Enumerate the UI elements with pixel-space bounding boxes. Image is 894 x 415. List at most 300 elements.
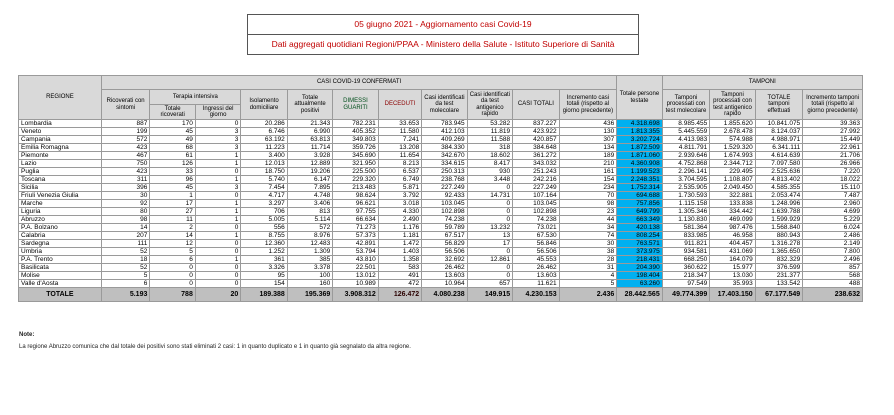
region-cell: Calabria xyxy=(19,232,102,240)
value-cell: 361.272 xyxy=(513,152,559,160)
region-cell: Valle d'Aosta xyxy=(19,280,102,288)
region-cell: P.A. Trento xyxy=(19,256,102,264)
value-cell: 67.517 xyxy=(422,232,467,240)
region-cell: Lazio xyxy=(19,160,102,168)
value-cell: 92.433 xyxy=(422,192,467,200)
region-cell: Molise xyxy=(19,272,102,280)
value-cell: 7.241 xyxy=(378,136,421,144)
value-cell: 4.699 xyxy=(803,208,863,216)
value-cell: 98 xyxy=(101,216,150,224)
value-cell: 45 xyxy=(150,184,195,192)
value-cell: 57.373 xyxy=(333,232,378,240)
value-cell: 0 xyxy=(195,224,240,232)
value-cell: 423 xyxy=(101,144,150,152)
value-cell: 0 xyxy=(150,264,195,272)
value-cell: 782.231 xyxy=(333,120,378,128)
value-cell: 373.975 xyxy=(617,248,662,256)
value-cell: 74.238 xyxy=(513,216,559,224)
value-cell: 63.813 xyxy=(287,136,332,144)
value-cell: 71.273 xyxy=(333,224,378,232)
value-cell: 396 xyxy=(101,184,150,192)
value-cell: 2.049.450 xyxy=(710,184,755,192)
value-cell: 97.755 xyxy=(333,208,378,216)
value-cell: 26.966 xyxy=(803,160,863,168)
region-cell: Emilia Romagna xyxy=(19,144,102,152)
value-cell: 556 xyxy=(241,224,287,232)
value-cell: 13.603 xyxy=(422,272,467,280)
value-cell: 472 xyxy=(378,280,421,288)
value-cell: 26.462 xyxy=(422,264,467,272)
value-cell: 210 xyxy=(559,160,617,168)
value-cell: 1.872.509 xyxy=(617,144,662,152)
value-cell: 657 xyxy=(467,280,512,288)
value-cell: 13.208 xyxy=(378,144,421,152)
totals-value-cell: 4.230.153 xyxy=(513,288,559,302)
table-row xyxy=(19,160,863,168)
value-cell: 56.829 xyxy=(422,240,467,248)
value-cell: 100 xyxy=(287,272,332,280)
value-cell: 0 xyxy=(467,248,512,256)
value-cell: 757.856 xyxy=(617,200,662,208)
value-cell: 19.206 xyxy=(287,168,332,176)
value-cell: 345.690 xyxy=(333,152,378,160)
totals-value-cell: 5.193 xyxy=(101,288,150,302)
value-cell: 4.988.971 xyxy=(755,136,803,144)
value-cell: 8.985.455 xyxy=(662,120,710,128)
value-cell: 0 xyxy=(195,272,240,280)
value-cell: 8.124.037 xyxy=(755,128,803,136)
value-cell: 68 xyxy=(150,144,195,152)
value-cell: 574.988 xyxy=(710,136,755,144)
table-row xyxy=(19,128,863,136)
value-cell: 0 xyxy=(467,184,512,192)
value-cell: 7.220 xyxy=(803,168,863,176)
value-cell: 96 xyxy=(150,176,195,184)
value-cell: 334.615 xyxy=(422,160,467,168)
table-row xyxy=(19,144,863,152)
value-cell: 12 xyxy=(150,240,195,248)
value-cell: 911.821 xyxy=(662,240,710,248)
value-cell: 1.199.523 xyxy=(617,168,662,176)
value-cell: 1 xyxy=(195,152,240,160)
value-cell: 10.841.075 xyxy=(755,120,803,128)
value-cell: 198.404 xyxy=(617,272,662,280)
value-cell: 33 xyxy=(150,168,195,176)
value-cell: 572 xyxy=(287,224,332,232)
value-cell: 6.537 xyxy=(378,168,421,176)
value-cell: 12.889 xyxy=(287,160,332,168)
value-cell: 15.449 xyxy=(803,136,863,144)
region-cell: Sardegna xyxy=(19,240,102,248)
value-cell: 63.260 xyxy=(617,280,662,288)
value-cell: 15.977 xyxy=(710,264,755,272)
value-cell: 1.316.278 xyxy=(755,240,803,248)
value-cell: 1.248.996 xyxy=(755,200,803,208)
value-cell: 44 xyxy=(559,216,617,224)
value-cell: 21.343 xyxy=(287,120,332,128)
value-cell: 160 xyxy=(287,280,332,288)
value-cell: 56.846 xyxy=(513,240,559,248)
value-cell: 26.462 xyxy=(513,264,559,272)
value-cell: 59.789 xyxy=(422,224,467,232)
value-cell: 8.755 xyxy=(241,232,287,240)
value-cell: 4.318.698 xyxy=(617,120,662,128)
value-cell: 225.500 xyxy=(333,168,378,176)
col-header-dimessi-guariti: DIMESSI GUARITI xyxy=(333,90,378,120)
totals-value-cell: 126.472 xyxy=(378,288,421,302)
region-cell: Veneto xyxy=(19,128,102,136)
band-casi-confermati: CASI COVID-19 CONFERMATI xyxy=(101,76,616,90)
value-cell: 4.717 xyxy=(241,192,287,200)
value-cell: 227.249 xyxy=(513,184,559,192)
value-cell: 8.976 xyxy=(287,232,332,240)
value-cell: 204.390 xyxy=(617,264,662,272)
value-cell: 384.330 xyxy=(422,144,467,152)
table-row xyxy=(19,200,863,208)
value-cell: 4.330 xyxy=(378,208,421,216)
value-cell: 1 xyxy=(195,208,240,216)
value-cell: 5 xyxy=(150,248,195,256)
covid-data-table-wrapper xyxy=(18,75,863,302)
value-cell: 12.861 xyxy=(467,256,512,264)
value-cell: 3.704.595 xyxy=(662,176,710,184)
value-cell: 1.115.158 xyxy=(662,200,710,208)
col-header-ti-totale: Totale ricoverati xyxy=(150,105,195,120)
col-header-casi-antigenico: Casi identificati da test antigenico rapido xyxy=(467,90,512,120)
value-cell: 2.960 xyxy=(803,200,863,208)
value-cell: 1.181 xyxy=(378,232,421,240)
value-cell: 311 xyxy=(101,176,150,184)
value-cell: 663.349 xyxy=(617,216,662,224)
value-cell: 2.053.474 xyxy=(755,192,803,200)
value-cell: 31 xyxy=(559,264,617,272)
value-cell: 491 xyxy=(378,272,421,280)
value-cell: 2.296.141 xyxy=(662,168,710,176)
value-cell: 52 xyxy=(101,248,150,256)
region-cell: Piemonte xyxy=(19,152,102,160)
value-cell: 154 xyxy=(241,280,287,288)
value-cell: 668.250 xyxy=(662,256,710,264)
value-cell: 583 xyxy=(378,264,421,272)
value-cell: 1.730.593 xyxy=(662,192,710,200)
value-cell: 126 xyxy=(150,160,195,168)
value-cell: 35.993 xyxy=(710,280,755,288)
value-cell: 404.457 xyxy=(710,240,755,248)
col-header-isolamento: Isolamento domiciliare xyxy=(241,90,287,120)
value-cell: 5 xyxy=(559,280,617,288)
value-cell: 1.305.346 xyxy=(662,208,710,216)
value-cell: 11.223 xyxy=(241,144,287,152)
col-header-ti-ingressi: Ingressi del giorno xyxy=(195,105,240,120)
value-cell: 56.506 xyxy=(422,248,467,256)
totals-value-cell: 49.774.399 xyxy=(662,288,710,302)
value-cell: 318 xyxy=(467,144,512,152)
value-cell: 63.192 xyxy=(241,136,287,144)
table-row xyxy=(19,120,863,128)
value-cell: 1.252 xyxy=(241,248,287,256)
value-cell: 412.103 xyxy=(422,128,467,136)
value-cell: 409.269 xyxy=(422,136,467,144)
value-cell: 3.297 xyxy=(241,200,287,208)
value-cell: 7.454 xyxy=(241,184,287,192)
value-cell: 96.621 xyxy=(333,200,378,208)
value-cell: 0 xyxy=(195,264,240,272)
value-cell: 18 xyxy=(101,256,150,264)
value-cell: 5.229 xyxy=(803,216,863,224)
value-cell: 4.811.791 xyxy=(662,144,710,152)
value-cell: 1 xyxy=(195,256,240,264)
report-title-line1: 05 giugno 2021 - Aggiornamento casi Covid-19 xyxy=(248,15,638,35)
value-cell: 7.800 xyxy=(803,248,863,256)
value-cell: 987.476 xyxy=(710,224,755,232)
table-row xyxy=(19,168,863,176)
value-cell: 10.989 xyxy=(333,280,378,288)
value-cell: 231.377 xyxy=(755,272,803,280)
totals-value-cell: 17.403.150 xyxy=(710,288,755,302)
col-header-tamponi-molecolare: Tamponi processati con test molecolare xyxy=(662,90,710,120)
value-cell: 33.653 xyxy=(378,120,421,128)
value-cell: 4.413.983 xyxy=(662,136,710,144)
value-cell: 30 xyxy=(101,192,150,200)
value-cell: 2.496 xyxy=(803,256,863,264)
value-cell: 4.614.639 xyxy=(755,152,803,160)
value-cell: 405.352 xyxy=(333,128,378,136)
notes-section xyxy=(19,332,411,350)
totals-value-cell: 4.080.238 xyxy=(422,288,467,302)
totals-value-cell: 67.177.549 xyxy=(755,288,803,302)
report-title-box xyxy=(247,14,639,55)
value-cell: 5.005 xyxy=(241,216,287,224)
value-cell: 2.525.636 xyxy=(755,168,803,176)
value-cell: 66.634 xyxy=(333,216,378,224)
value-cell: 3 xyxy=(195,136,240,144)
value-cell: 12.360 xyxy=(241,240,287,248)
value-cell: 49 xyxy=(150,136,195,144)
region-cell: Toscana xyxy=(19,176,102,184)
value-cell: 1 xyxy=(150,192,195,200)
totals-label: TOTALE xyxy=(19,288,102,302)
value-cell: 2.486 xyxy=(803,232,863,240)
value-cell: 218.431 xyxy=(617,256,662,264)
value-cell: 21.706 xyxy=(803,152,863,160)
value-cell: 2.678.478 xyxy=(710,128,755,136)
notes-heading: Note: xyxy=(19,332,35,338)
totals-row xyxy=(19,288,863,302)
value-cell: 13 xyxy=(467,232,512,240)
col-header-casi-molecolare: Casi identificati da test molecolare xyxy=(422,90,467,120)
value-cell: 10.964 xyxy=(422,280,467,288)
value-cell: 22.961 xyxy=(803,144,863,152)
value-cell: 213.483 xyxy=(333,184,378,192)
value-cell: 229.495 xyxy=(710,168,755,176)
value-cell: 334.442 xyxy=(710,208,755,216)
value-cell: 0 xyxy=(150,280,195,288)
totals-value-cell: 189.388 xyxy=(241,288,287,302)
value-cell: 857 xyxy=(803,264,863,272)
notes-text: La regione Abruzzo comunica che dal totale dei positivi sono stati eliminati 2 casi: 1 in quanto duplicato e 1 in quanto già segnalato da altra regione. xyxy=(19,344,411,350)
value-cell: 4.360.908 xyxy=(617,160,662,168)
value-cell: 431.069 xyxy=(710,248,755,256)
value-cell: 6 xyxy=(150,256,195,264)
value-cell: 2.535.905 xyxy=(662,184,710,192)
table-body xyxy=(19,120,863,288)
totals-value-cell: 195.369 xyxy=(287,288,332,302)
table-row xyxy=(19,224,863,232)
covid-data-table xyxy=(18,75,863,302)
value-cell: 39.363 xyxy=(803,120,863,128)
value-cell: 6.024 xyxy=(803,224,863,232)
region-cell: Marche xyxy=(19,200,102,208)
value-cell: 251.243 xyxy=(513,168,559,176)
value-cell: 1 xyxy=(195,176,240,184)
value-cell: 13.603 xyxy=(513,272,559,280)
region-cell: Liguria xyxy=(19,208,102,216)
table-row xyxy=(19,232,863,240)
value-cell: 1.639.788 xyxy=(755,208,803,216)
value-cell: 11.819 xyxy=(467,128,512,136)
value-cell: 11.654 xyxy=(378,152,421,160)
value-cell: 7.487 xyxy=(803,192,863,200)
totals-value-cell: 788 xyxy=(150,288,195,302)
value-cell: 581.364 xyxy=(662,224,710,232)
value-cell: 572 xyxy=(101,136,150,144)
value-cell: 234 xyxy=(559,184,617,192)
value-cell: 56.506 xyxy=(513,248,559,256)
value-cell: 3.326 xyxy=(241,264,287,272)
value-cell: 13.012 xyxy=(333,272,378,280)
value-cell: 1.674.993 xyxy=(710,152,755,160)
value-cell: 930 xyxy=(467,168,512,176)
value-cell: 52 xyxy=(101,264,150,272)
table-row xyxy=(19,192,863,200)
value-cell: 17 xyxy=(150,200,195,208)
value-cell: 130 xyxy=(559,128,617,136)
value-cell: 349.803 xyxy=(333,136,378,144)
value-cell: 1.403 xyxy=(378,248,421,256)
col-header-deceduti: DECEDUTI xyxy=(378,90,421,120)
value-cell: 467 xyxy=(101,152,150,160)
value-cell: 133.542 xyxy=(755,280,803,288)
value-cell: 11.580 xyxy=(378,128,421,136)
value-cell: 133.838 xyxy=(710,200,755,208)
value-cell: 8.417 xyxy=(467,160,512,168)
value-cell: 706 xyxy=(241,208,287,216)
table-row xyxy=(19,208,863,216)
region-cell: Friuli Venezia Giulia xyxy=(19,192,102,200)
value-cell: 420.138 xyxy=(617,224,662,232)
table-header xyxy=(19,76,863,120)
value-cell: 1 xyxy=(195,160,240,168)
value-cell: 3.202.724 xyxy=(617,136,662,144)
value-cell: 134 xyxy=(559,144,617,152)
value-cell: 808.254 xyxy=(617,232,662,240)
region-cell: Basilicata xyxy=(19,264,102,272)
value-cell: 0 xyxy=(195,248,240,256)
value-cell: 250.313 xyxy=(422,168,467,176)
table-row xyxy=(19,256,863,264)
value-cell: 227.249 xyxy=(422,184,467,192)
value-cell: 934.581 xyxy=(662,248,710,256)
value-cell: 783.945 xyxy=(422,120,467,128)
totals-value-cell: 28.442.565 xyxy=(617,288,662,302)
value-cell: 53.794 xyxy=(333,248,378,256)
value-cell: 1 xyxy=(195,216,240,224)
value-cell: 103.045 xyxy=(513,200,559,208)
table-row xyxy=(19,240,863,248)
value-cell: 3 xyxy=(195,184,240,192)
value-cell: 18.022 xyxy=(803,176,863,184)
value-cell: 1.855.620 xyxy=(710,120,755,128)
value-cell: 43.810 xyxy=(333,256,378,264)
value-cell: 102.898 xyxy=(513,208,559,216)
region-cell: P.A. Bolzano xyxy=(19,224,102,232)
region-cell: Puglia xyxy=(19,168,102,176)
col-header-attualmente-positivi: Totale attualmente positivi xyxy=(287,90,332,120)
value-cell: 4.585.355 xyxy=(755,184,803,192)
value-cell: 14.731 xyxy=(467,192,512,200)
value-cell: 20.286 xyxy=(241,120,287,128)
table-row xyxy=(19,272,863,280)
value-cell: 3.406 xyxy=(287,200,332,208)
table-row xyxy=(19,216,863,224)
region-cell: Umbria xyxy=(19,248,102,256)
value-cell: 7.895 xyxy=(287,184,332,192)
table-row xyxy=(19,136,863,144)
value-cell: 359.726 xyxy=(333,144,378,152)
value-cell: 12.013 xyxy=(241,160,287,168)
value-cell: 360.622 xyxy=(662,264,710,272)
value-cell: 97.549 xyxy=(662,280,710,288)
value-cell: 6.147 xyxy=(287,176,332,184)
value-cell: 361 xyxy=(241,256,287,264)
value-cell: 161 xyxy=(559,168,617,176)
value-cell: 42.891 xyxy=(333,240,378,248)
value-cell: 0 xyxy=(195,240,240,248)
value-cell: 32.692 xyxy=(422,256,467,264)
value-cell: 1.568.840 xyxy=(755,224,803,232)
value-cell: 17 xyxy=(467,240,512,248)
value-cell: 1.472 xyxy=(378,240,421,248)
value-cell: 3.792 xyxy=(378,192,421,200)
value-cell: 423 xyxy=(101,168,150,176)
value-cell: 14 xyxy=(101,224,150,232)
totals-value-cell: 149.915 xyxy=(467,288,512,302)
value-cell: 34 xyxy=(559,224,617,232)
table-row xyxy=(19,280,863,288)
value-cell: 488 xyxy=(803,280,863,288)
value-cell: 1 xyxy=(195,200,240,208)
value-cell: 3 xyxy=(195,128,240,136)
region-cell: Abruzzo xyxy=(19,216,102,224)
value-cell: 73.021 xyxy=(513,224,559,232)
value-cell: 568 xyxy=(803,272,863,280)
totals-value-cell: 20 xyxy=(195,288,240,302)
value-cell: 38 xyxy=(559,248,617,256)
value-cell: 436 xyxy=(559,120,617,128)
value-cell: 0 xyxy=(195,120,240,128)
group-header-terapia-intensiva: Terapia intensiva xyxy=(150,90,241,105)
value-cell: 5.871 xyxy=(378,184,421,192)
value-cell: 694.688 xyxy=(617,192,662,200)
value-cell: 95 xyxy=(241,272,287,280)
value-cell: 6.990 xyxy=(287,128,332,136)
value-cell: 837.227 xyxy=(513,120,559,128)
value-cell: 22.501 xyxy=(333,264,378,272)
value-cell: 103.045 xyxy=(422,200,467,208)
value-cell: 0 xyxy=(195,280,240,288)
col-header-regione: REGIONE xyxy=(19,76,102,120)
value-cell: 1 xyxy=(195,232,240,240)
